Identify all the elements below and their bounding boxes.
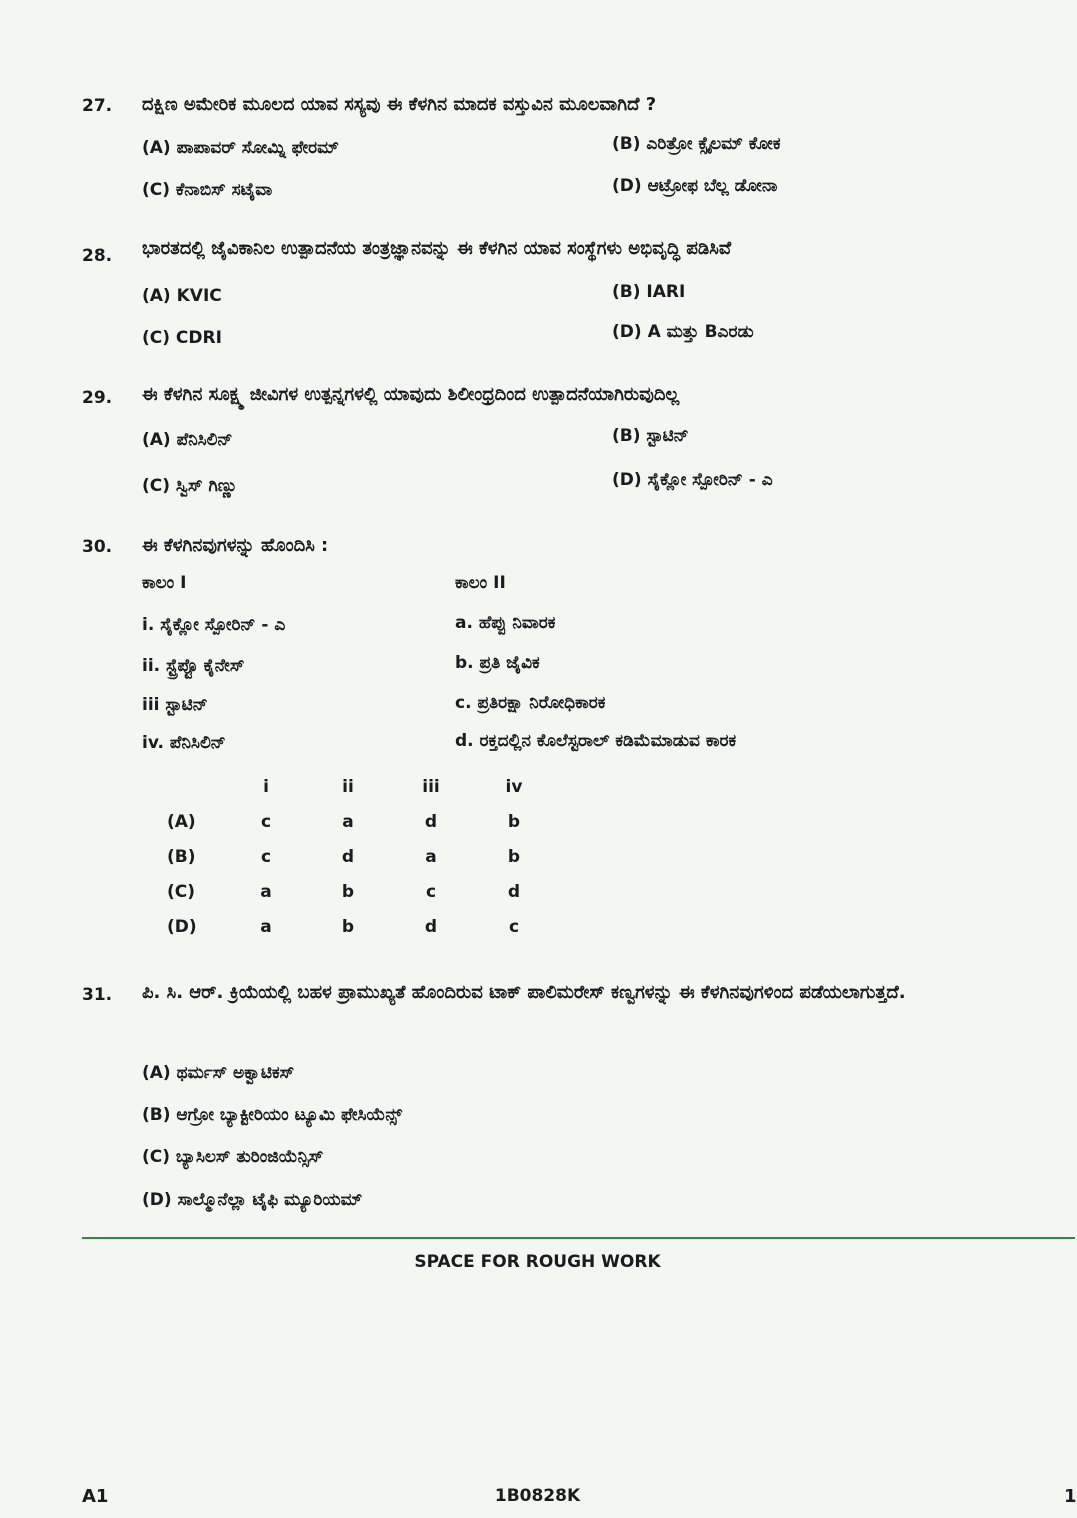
grid-header-cell: i — [263, 777, 269, 797]
option-b: (B) ಸ್ಟಾಟಿನ್ — [612, 426, 689, 446]
question-text: ಪಿ. ಸಿ. ಆರ್. ಕ್ರಿಯೆಯಲ್ಲಿ ಬಹಳ ಪ್ರಾಮುಖ್ಯತೆ ಹೊಂದಿರುವ ಟಾಕ್ ಪಾಲಿಮರೇಸ್ ಕಣ್ವಗಳನ್ನು ಈ ಕೆಳಗಿನವುಗಳಿಂದ ಪಡೆಯಲಾಗುತ್ತದೆ. — [142, 982, 906, 1003]
option-b: (B) IARI — [612, 282, 686, 302]
grid-cell: c — [260, 812, 272, 832]
option-a: (A) ಪೆನಿಸಿಲಿನ್ — [142, 430, 233, 450]
grid-row-label: (B) — [167, 847, 196, 867]
grid-cell: a — [260, 917, 272, 937]
option-c: (C) ಕೆನಾಬಿಸ್ ಸಟೈವಾ — [142, 180, 273, 200]
option-c: (C) ಬ್ಯಾಸಿಲಸ್ ತುರಿಂಜಿಯೆನ್ಸಿಸ್ — [142, 1147, 324, 1167]
grid-header-cell: iv — [505, 777, 523, 797]
option-b: (B) ಆಗ್ರೋ ಬ್ಯಾಕ್ಟೀರಿಯಂ ಟ್ಯೂಮಿ ಫೇಸಿಯೆನ್ಸ್ — [142, 1105, 403, 1125]
option-b: (B) ಎರಿತ್ರೋ ಕ್ಸೈಲಮ್ ಕೋಕ — [612, 134, 781, 154]
question-text: ಈ ಕೆಳಗಿನವುಗಳನ್ನು ಹೊಂದಿಸಿ : — [142, 535, 329, 556]
column-2-item: b. ಪ್ರತಿ ಜೈವಿಕ — [455, 653, 540, 673]
grid-row-label: (C) — [167, 882, 196, 902]
grid-cell: d — [507, 882, 521, 902]
grid-cell: b — [507, 847, 521, 867]
grid-cell: a — [425, 847, 437, 867]
question-number: 28. — [82, 246, 113, 266]
question-text: ಈ ಕೆಳಗಿನ ಸೂಕ್ಷ್ಮ ಜೀವಿಗಳ ಉತ್ಪನ್ನಗಳಲ್ಲಿ ಯಾವುದು ಶಿಲೀಂಧ್ರದಿಂದ ಉತ್ಪಾದನೆಯಾಗಿರುವುದಿಲ್ಲ — [142, 384, 680, 405]
grid-row-label: (A) — [167, 812, 196, 832]
question-text: ಭಾರತದಲ್ಲಿ ಜೈವಿಕಾನಿಲ ಉತ್ಪಾದನೆಯ ತಂತ್ರಜ್ಞಾನವನ್ನು ಈ ಕೆಳಗಿನ ಯಾವ ಸಂಸ್ಥೆಗಳು ಅಭಿವೃದ್ಧಿ ಪಡಿಸಿವೆ — [142, 238, 732, 259]
question-text: ದಕ್ಷಿಣ ಅಮೇರಿಕ ಮೂಲದ ಯಾವ ಸಸ್ಯವು ಈ ಕೆಳಗಿನ ಮಾದಕ ವಸ್ತುವಿನ ಮೂಲವಾಗಿದೆ ? — [142, 94, 657, 115]
grid-header-cell: iii — [422, 777, 440, 797]
footer-code: 1B0828K — [494, 1486, 581, 1506]
grid-cell: d — [341, 847, 355, 867]
column-1-item: ii. ಸ್ಟ್ರೆಪ್ಟೊ ಕೈನೇಸ್ — [142, 656, 245, 676]
option-d: (D) A ಮತ್ತು Bಎರಡು — [612, 322, 754, 342]
column-1-item: iii ಸ್ಟಾಟಿನ್ — [142, 695, 208, 715]
column-1-item: i. ಸೈಕ್ಲೋ ಸ್ಪೋರಿನ್ - ಎ — [142, 615, 286, 635]
question-number: 27. — [82, 96, 113, 116]
question-number: 30. — [82, 537, 113, 557]
option-d: (D) ಸೈಕ್ಲೋ ಸ್ಪೋರಿನ್ - ಎ — [612, 470, 773, 490]
question-number: 31. — [82, 985, 113, 1005]
column-1-header: ಕಾಲಂ I — [142, 573, 187, 593]
column-2-item: d. ರಕ್ತದಲ್ಲಿನ ಕೊಲೆಸ್ಟರಾಲ್ ಕಡಿಮೆಮಾಡುವ ಕಾರಕ — [455, 731, 737, 751]
question-number: 29. — [82, 388, 113, 408]
option-c: (C) ಸ್ವಿಸ್ ಗಿಣ್ಣು — [142, 476, 238, 496]
option-a: (A) ಪಾಪಾವರ್ ಸೋಮ್ನಿ ಫೇರಮ್ — [142, 138, 339, 158]
grid-cell: c — [508, 917, 520, 937]
grid-cell: a — [342, 812, 354, 832]
option-a: (A) KVIC — [142, 286, 222, 306]
option-a: (A) ಥರ್ಮಸ್ ಅಕ್ವಾಟಿಕಸ್ — [142, 1063, 295, 1083]
grid-cell: a — [260, 882, 272, 902]
grid-cell: b — [341, 882, 355, 902]
grid-header-cell: ii — [342, 777, 354, 797]
option-c: (C) CDRI — [142, 328, 222, 348]
grid-cell: c — [425, 882, 437, 902]
grid-cell: b — [341, 917, 355, 937]
option-d: (D) ಸಾಲ್ಮೊನೆಲ್ಲಾ ಟೈಫಿ ಮ್ಯೂರಿಯಮ್ — [142, 1190, 363, 1210]
option-d: (D) ಆಟ್ರೋಫ ಬೆಲ್ಲ ಡೋನಾ — [612, 176, 778, 196]
grid-cell: d — [424, 812, 438, 832]
page-number: 1 — [1064, 1486, 1077, 1507]
rough-work-label: SPACE FOR ROUGH WORK — [414, 1252, 661, 1272]
column-1-item: iv. ಪೆನಿಸಿಲಿನ್ — [142, 733, 226, 753]
grid-cell: c — [260, 847, 272, 867]
column-2-item: c. ಪ್ರತಿರಕ್ಷಾ ನಿರೋಧಿಕಾರಕ — [455, 693, 606, 713]
section-divider — [82, 1237, 1075, 1239]
footer-left: A1 — [82, 1486, 109, 1507]
grid-row-label: (D) — [167, 917, 197, 937]
column-2-item: a. ಹೆಪ್ಪು ನಿವಾರಕ — [455, 613, 556, 633]
grid-cell: d — [424, 917, 438, 937]
grid-cell: b — [507, 812, 521, 832]
column-2-header: ಕಾಲಂ II — [455, 573, 506, 593]
